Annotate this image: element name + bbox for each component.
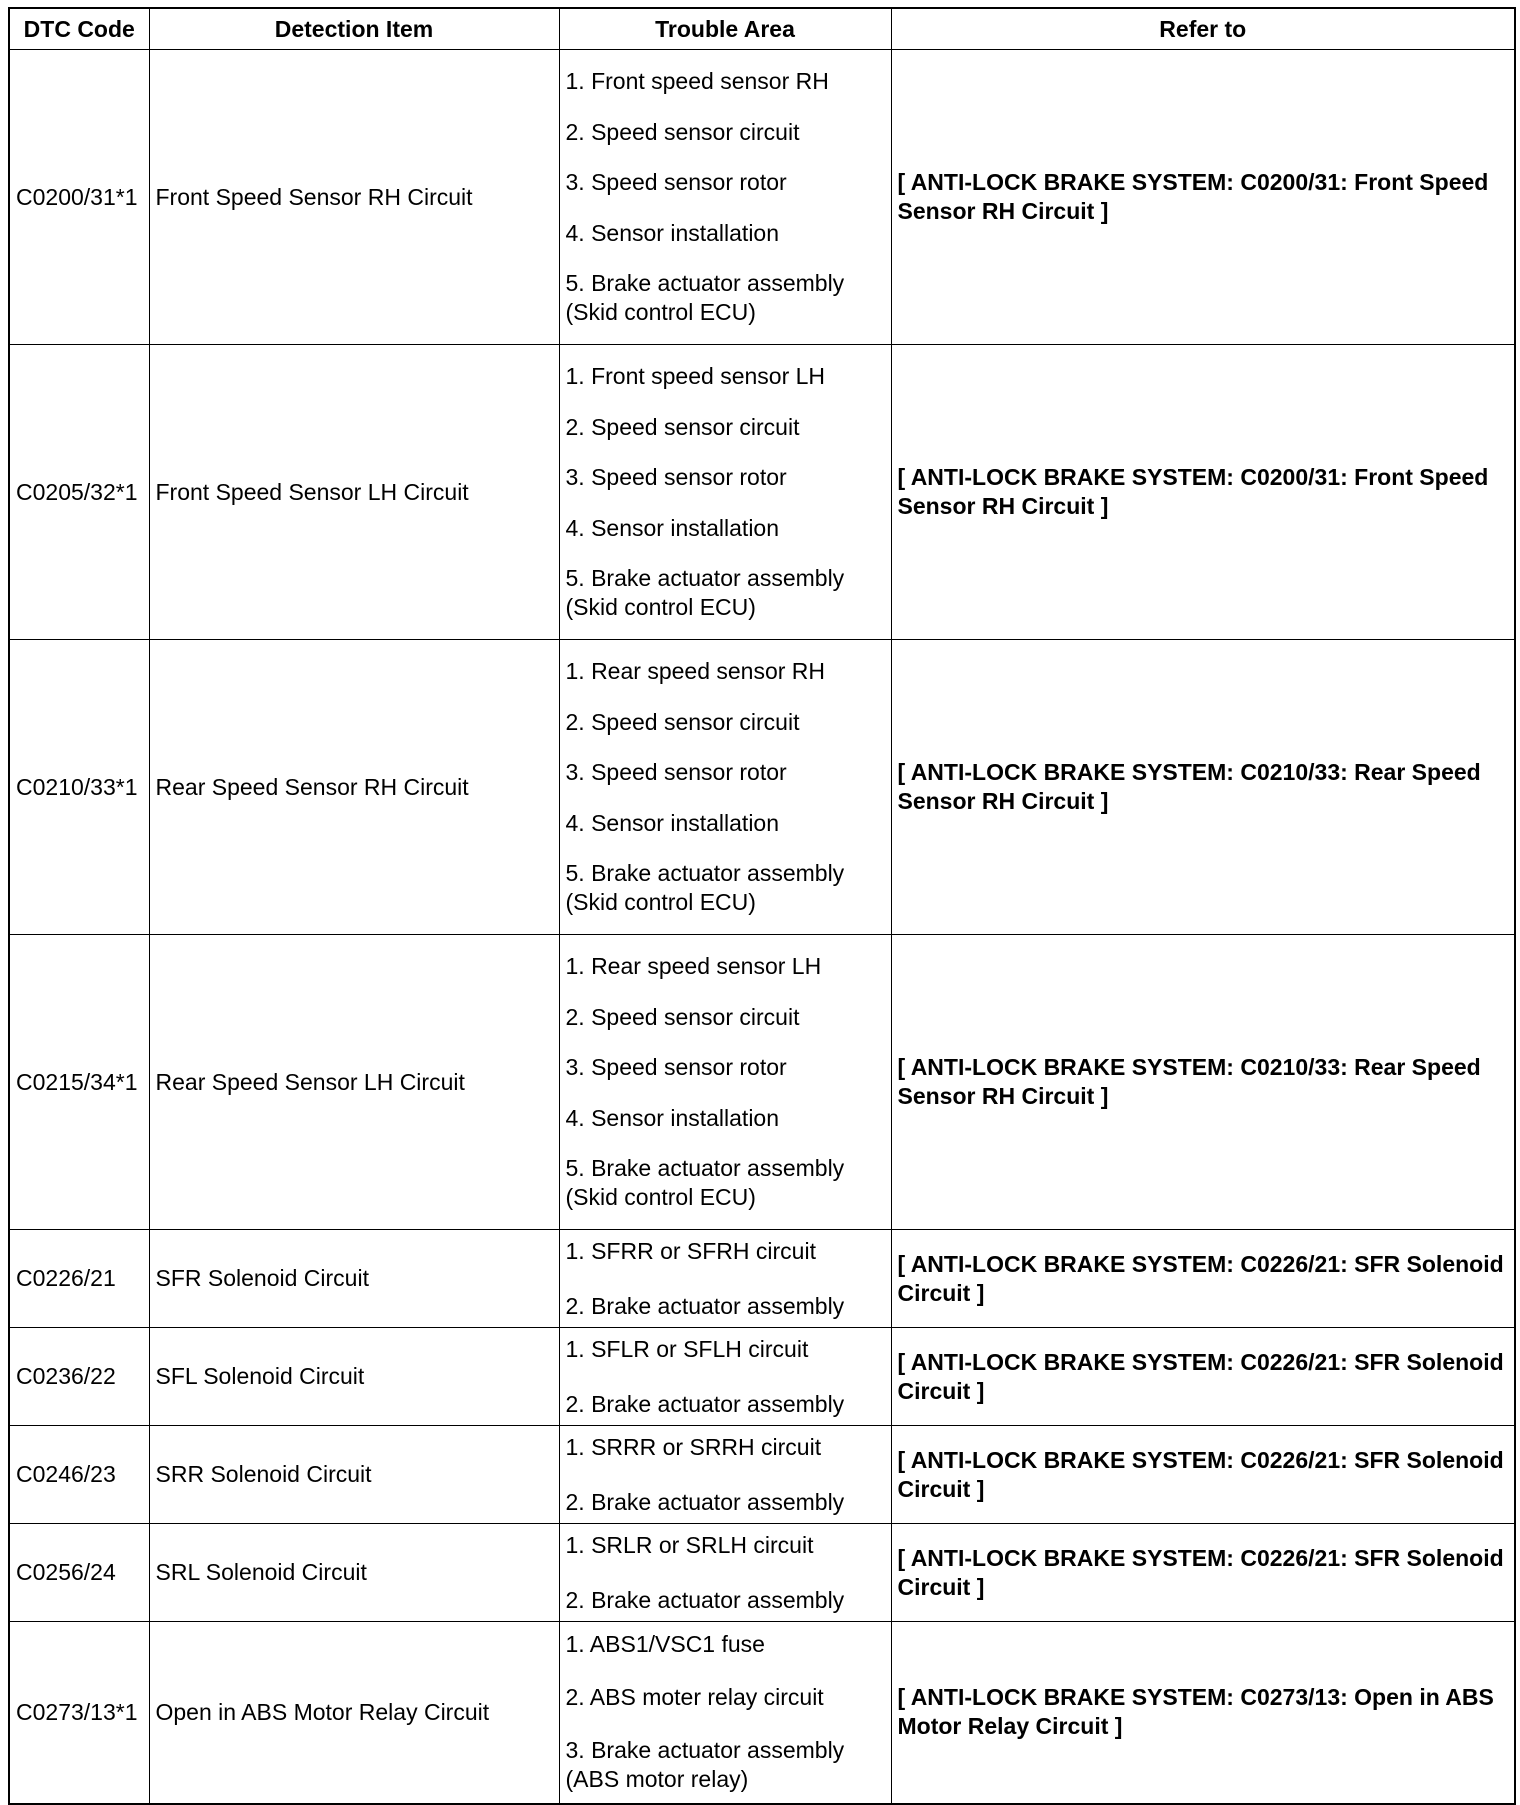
trouble-area-cell [559, 1524, 891, 1622]
trouble-area-cell [559, 935, 891, 1230]
detection-item-cell: Front Speed Sensor LH Circuit [149, 345, 559, 640]
detection-item-cell: Rear Speed Sensor RH Circuit [149, 640, 559, 935]
trouble-area-list [566, 653, 885, 921]
refer-to-cell: [ ANTI-LOCK BRAKE SYSTEM: C0200/31: Front Speed Sensor RH Circuit ] [891, 345, 1515, 640]
trouble-area-item: 4. Sensor installation [565, 1104, 780, 1131]
refer-to-cell: [ ANTI-LOCK BRAKE SYSTEM: C0210/33: Rear Speed Sensor RH Circuit ] [891, 935, 1515, 1230]
header-trouble-area: Trouble Area [559, 8, 891, 50]
trouble-area-item: 1. Rear speed sensor LH [565, 953, 822, 979]
trouble-area-item: 5. Brake actuator assembly (Skid control ECU) [565, 270, 845, 325]
trouble-area-item: 2. Speed sensor circuit [565, 413, 800, 440]
trouble-area-item: 2. Speed sensor circuit [565, 1003, 800, 1030]
trouble-area-cell [559, 1230, 891, 1328]
table-body [9, 50, 1515, 1804]
trouble-area-cell [559, 1622, 891, 1804]
trouble-area-item: 2. ABS moter relay circuit [565, 1684, 824, 1711]
trouble-area-item: 3. Speed sensor rotor [565, 759, 787, 785]
header-detection-item: Detection Item [149, 8, 559, 50]
refer-to-cell: [ ANTI-LOCK BRAKE SYSTEM: C0226/21: SFR Solenoid Circuit ] [891, 1328, 1515, 1426]
trouble-area-cell [559, 345, 891, 640]
trouble-area-list [566, 358, 885, 626]
trouble-area-item: 1. Front speed sensor RH [565, 68, 829, 94]
trouble-area-item: 3. Speed sensor rotor [565, 169, 787, 195]
detection-item-cell: Open in ABS Motor Relay Circuit [149, 1622, 559, 1804]
refer-to-cell: [ ANTI-LOCK BRAKE SYSTEM: C0273/13: Open in ABS Motor Relay Circuit ] [891, 1622, 1515, 1804]
trouble-area-item: 4. Sensor installation [565, 809, 780, 836]
trouble-area-item: 4. Sensor installation [565, 514, 780, 541]
table-row [9, 1622, 1515, 1804]
refer-to-cell: [ ANTI-LOCK BRAKE SYSTEM: C0226/21: SFR Solenoid Circuit ] [891, 1426, 1515, 1524]
trouble-area-item: 3. Speed sensor rotor [565, 464, 787, 490]
trouble-area-cell [559, 640, 891, 935]
trouble-area-item: 2. Speed sensor circuit [565, 708, 800, 735]
trouble-area-item: 1. ABS1/VSC1 fuse [565, 1631, 765, 1658]
trouble-area-item: 1. Front speed sensor LH [565, 363, 826, 389]
table-row [9, 935, 1515, 1230]
dtc-table [8, 7, 1516, 1805]
trouble-area-cell [559, 1328, 891, 1426]
trouble-area-item: 5. Brake actuator assembly (Skid control ECU) [565, 565, 845, 620]
trouble-area-item: 5. Brake actuator assembly (Skid control ECU) [565, 1155, 845, 1210]
detection-item-cell: SFL Solenoid Circuit [149, 1328, 559, 1426]
detection-item-cell: SRL Solenoid Circuit [149, 1524, 559, 1622]
header-refer-to: Refer to [891, 8, 1515, 50]
header-dtc-code: DTC Code [9, 8, 149, 50]
table-row [9, 345, 1515, 640]
table-row [9, 1426, 1515, 1524]
trouble-area-item: 2. Brake actuator assembly [565, 1488, 845, 1515]
dtc-code-cell: C0246/23 [9, 1426, 149, 1524]
detection-item-cell: SFR Solenoid Circuit [149, 1230, 559, 1328]
table-row [9, 50, 1515, 345]
trouble-area-list [566, 1529, 885, 1617]
dtc-code-cell: C0226/21 [9, 1230, 149, 1328]
trouble-area-item: 1. SRRR or SRRH circuit [565, 1433, 822, 1460]
trouble-area-item: 1. SFRR or SFRH circuit [565, 1237, 816, 1264]
trouble-area-list [566, 1235, 885, 1323]
trouble-area-list [566, 1333, 885, 1421]
detection-item-cell: Front Speed Sensor RH Circuit [149, 50, 559, 345]
detection-item-cell: Rear Speed Sensor LH Circuit [149, 935, 559, 1230]
trouble-area-item: 1. SRLR or SRLH circuit [565, 1531, 814, 1558]
trouble-area-list [566, 948, 885, 1216]
trouble-area-item: 4. Sensor installation [565, 219, 780, 246]
dtc-code-cell: C0210/33*1 [9, 640, 149, 935]
table-row [9, 1230, 1515, 1328]
dtc-code-cell: C0200/31*1 [9, 50, 149, 345]
trouble-area-item: 2. Brake actuator assembly [565, 1586, 845, 1613]
refer-to-cell: [ ANTI-LOCK BRAKE SYSTEM: C0200/31: Front Speed Sensor RH Circuit ] [891, 50, 1515, 345]
table-row [9, 1328, 1515, 1426]
trouble-area-item: 5. Brake actuator assembly (Skid control ECU) [565, 860, 845, 915]
refer-to-cell: [ ANTI-LOCK BRAKE SYSTEM: C0226/21: SFR Solenoid Circuit ] [891, 1524, 1515, 1622]
table-header-row [9, 8, 1515, 50]
trouble-area-list [566, 1431, 885, 1519]
trouble-area-item: 1. SFLR or SFLH circuit [565, 1335, 809, 1362]
refer-to-cell: [ ANTI-LOCK BRAKE SYSTEM: C0226/21: SFR Solenoid Circuit ] [891, 1230, 1515, 1328]
dtc-code-cell: C0256/24 [9, 1524, 149, 1622]
trouble-area-list [566, 63, 885, 331]
trouble-area-item: 2. Brake actuator assembly [565, 1390, 845, 1417]
dtc-code-cell: C0215/34*1 [9, 935, 149, 1230]
table-row [9, 1524, 1515, 1622]
dtc-code-cell: C0236/22 [9, 1328, 149, 1426]
trouble-area-item: 2. Speed sensor circuit [565, 118, 800, 145]
trouble-area-cell [559, 1426, 891, 1524]
refer-to-cell: [ ANTI-LOCK BRAKE SYSTEM: C0210/33: Rear Speed Sensor RH Circuit ] [891, 640, 1515, 935]
detection-item-cell: SRR Solenoid Circuit [149, 1426, 559, 1524]
dtc-code-cell: C0273/13*1 [9, 1622, 149, 1804]
table-row [9, 640, 1515, 935]
trouble-area-item: 1. Rear speed sensor RH [565, 658, 826, 684]
trouble-area-item: 3. Brake actuator assembly (ABS motor relay) [565, 1737, 845, 1793]
dtc-code-cell: C0205/32*1 [9, 345, 149, 640]
trouble-area-cell [559, 50, 891, 345]
trouble-area-item: 2. Brake actuator assembly [565, 1292, 845, 1319]
trouble-area-list [566, 1626, 885, 1798]
trouble-area-item: 3. Speed sensor rotor [565, 1054, 787, 1080]
